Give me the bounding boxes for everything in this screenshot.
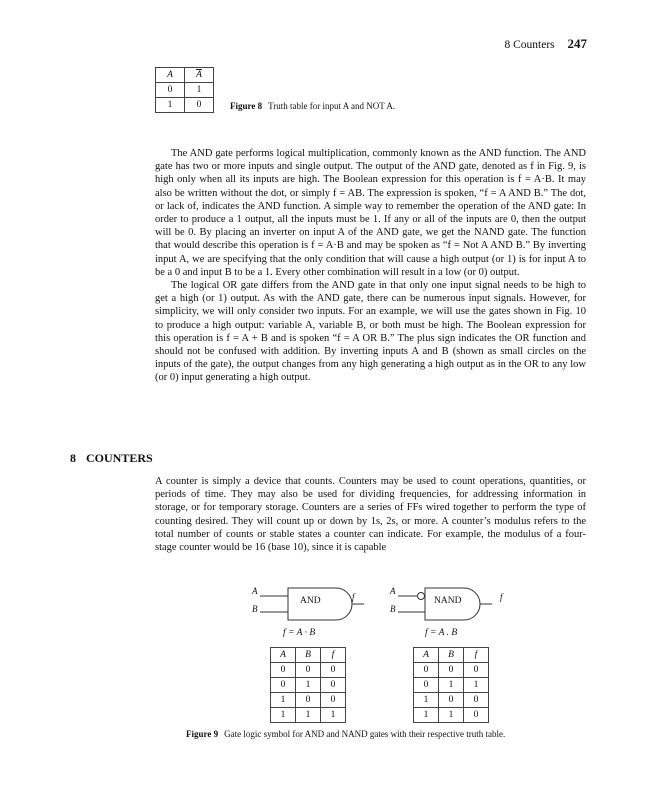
table-cell: 1 xyxy=(156,98,185,113)
nand-truth-table xyxy=(413,647,489,723)
and-expression: f = A · B xyxy=(283,628,316,638)
table-cell: 1 xyxy=(414,708,439,723)
table-cell: 1 xyxy=(439,678,464,693)
page-header xyxy=(504,36,587,52)
nand-output-label: f xyxy=(500,592,503,602)
figure9-caption xyxy=(186,729,505,739)
nand-inversion-bubble-icon xyxy=(418,593,425,600)
figure8-caption-text: Truth table for input A and NOT A. xyxy=(268,101,396,111)
table-cell: 1 xyxy=(271,708,296,723)
table-cell: 1 xyxy=(271,693,296,708)
table-cell: 0 xyxy=(464,693,489,708)
table-cell: 0 xyxy=(321,678,346,693)
table-cell: 0 xyxy=(439,693,464,708)
and-input-b-label: B xyxy=(252,604,258,614)
header-section: 8 Counters xyxy=(504,39,555,51)
table-cell: 0 xyxy=(271,663,296,678)
figure8-label: Figure 8 xyxy=(230,101,263,111)
paragraph-and-gate: The AND gate performs logical multiplication, commonly known as the AND function. The AND gate has two or more inputs and single output. The output of the AND gate, denoted as f in Fig. 9, is high only when all its inputs are high. The Boolean expression for this operation is f = A·B. It may also be written without the dot, or simply f = AB. The expression is spoken, “f = A AND B.” The dot, or lack of, indicates the AND function. A simple way to remember the operation of the AND gate: In order to produce a 1 output, all the inputs must be 1. If any or all of the inputs are 0, then the output will be 0. By placing an inverter on input A of the AND gate, we get the NAND gate. The function that would describe this operation is f = A·B and may be spoken as “f = Not A AND B.” By inverting input A, we are specifying that the only condition that will cause a high output (or 1) is for input A to be a 0 and input B to be a 1. Every other combination will result in a low (or 0) output. xyxy=(155,148,586,278)
paragraph-counters: A counter is simply a device that counts. Counters may be used to count operations, quantities, or periods of time. They may also be used for dividing frequencies, for addressing information in storage, or for temporary storage. Counters are a series of FFs wired together to perform the type of counting desired. They will count up or down by 1s, 2s, or more. A counter’s modulus refers to the total number of counts or stable states a counter can indicate. For example, the modulus of a four-stage counter would be 16 (base 10), since it is capable xyxy=(155,476,586,554)
column-not-a: $\overline{A}$ xyxy=(185,68,214,83)
table-row xyxy=(414,693,489,708)
table-cell: 0 xyxy=(321,663,346,678)
table-cell: 0 xyxy=(464,663,489,678)
table-cell: 0 xyxy=(296,693,321,708)
table-row xyxy=(271,708,346,723)
nand-input-b-label: B xyxy=(390,604,396,614)
table-cell: 0 xyxy=(414,678,439,693)
figure9-caption-text: Gate logic symbol for AND and NAND gates with their respective truth table. xyxy=(224,729,506,739)
table-cell: 0 xyxy=(464,708,489,723)
table-cell: 0 xyxy=(439,663,464,678)
table-cell: 1 xyxy=(296,678,321,693)
table-cell: 0 xyxy=(185,98,214,113)
table-cell: 1 xyxy=(185,83,214,98)
table-row xyxy=(271,663,346,678)
section-heading xyxy=(70,451,163,466)
page-number: 247 xyxy=(567,36,587,51)
paragraph-or-gate: The logical OR gate differs from the AND gate in that only one input signal needs to be high to get a high (or 1) output. As with the AND gate, there can be numerous input signals. However, for simplicity, we will only consider two inputs. For an example, we will use the gates shown in Fig. 10 to produce a high output: variable A, variable B, or both must be high. The Boolean expression for this operation is f = A + B and is spoken “f = A OR B.” The plus sign indicates the OR function and should not be confused with addition. By inverting inputs A and B (shown as small circles on the inputs of the gate), the output changes from any high generating a high output as in the OR to any low (or 0) input generating a high output. xyxy=(155,280,586,384)
and-output-label: f xyxy=(352,592,355,602)
table-cell: 0 xyxy=(296,663,321,678)
body-text xyxy=(155,147,586,385)
table-cell: 1 xyxy=(414,693,439,708)
column-a: A xyxy=(414,648,439,663)
and-truth-table xyxy=(270,647,346,723)
table-cell: 0 xyxy=(321,693,346,708)
figure8-truth-table xyxy=(155,67,214,113)
table-row xyxy=(414,678,489,693)
nand-input-a-label: A xyxy=(390,586,396,596)
table-row xyxy=(156,83,214,98)
table-row xyxy=(414,663,489,678)
section-title: COUNTERS xyxy=(86,451,153,465)
table-cell: 1 xyxy=(439,708,464,723)
column-a: A xyxy=(156,68,185,83)
table-row xyxy=(271,693,346,708)
figure9-label: Figure 9 xyxy=(186,729,219,739)
section-body xyxy=(155,475,586,554)
table-header-row xyxy=(156,68,214,83)
table-row xyxy=(414,708,489,723)
and-gate-name: AND xyxy=(300,596,321,606)
nand-expression: f = A . B xyxy=(425,628,458,638)
column-a: A xyxy=(271,648,296,663)
column-f: f xyxy=(464,648,489,663)
table-cell: 0 xyxy=(156,83,185,98)
table-cell: 0 xyxy=(414,663,439,678)
nand-gate-name: NAND xyxy=(434,596,462,606)
column-b: B xyxy=(439,648,464,663)
section-number: 8 xyxy=(70,451,76,465)
figure8-caption xyxy=(230,101,395,111)
table-cell: 1 xyxy=(321,708,346,723)
table-row xyxy=(271,678,346,693)
table-cell: 0 xyxy=(271,678,296,693)
column-b: B xyxy=(296,648,321,663)
column-f: f xyxy=(321,648,346,663)
table-cell: 1 xyxy=(464,678,489,693)
and-input-a-label: A xyxy=(252,586,258,596)
table-row xyxy=(156,98,214,113)
table-cell: 1 xyxy=(296,708,321,723)
table-header-row xyxy=(414,648,489,663)
table-header-row xyxy=(271,648,346,663)
